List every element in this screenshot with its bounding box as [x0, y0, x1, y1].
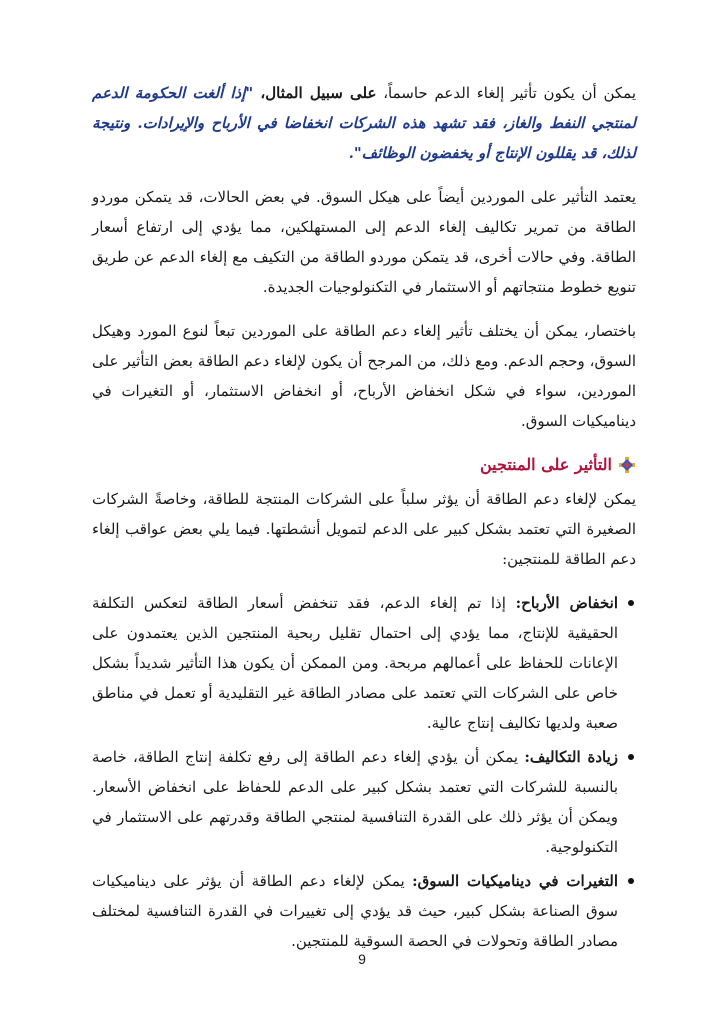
market-structure-paragraph: يعتمد التأثير على الموردين أيضاً على هيكل السوق. في بعض الحالات، قد يتمكن موردو الطاقة من تمرير تكاليف إلغاء الدعم إلى المستهلكين، مما يؤدي إلى ارتفاع أسعار الطاقة. وفي حالات أخرى، قد يتمكن موردو الطاقة من التكيف مع إلغاء الدعم عن طريق تنويع خطوط منتجاتهم أو الاستثمار في التكنولوجيات الجديدة. [92, 188, 636, 296]
example-lead: على سبيل المثال، [253, 84, 377, 102]
list-item-text: إذا تم إلغاء الدعم، فقد تنخفض أسعار الطاقة لتعكس التكلفة الحقيقية للإنتاج، مما يؤدي إلى احتمال تقليل ربحية المنتجين الذين يعتمدون على الإعانات للحفاظ على أعمالهم مربحة. ومن الممكن أن يكون هذا التأثير شديداً بشكل خاص على الشركات التي تعتمد على مصادر الطاقة غير التقليدية أو تعمل في مناطق صعبة ولديها تكاليف إنتاج عالية. [92, 594, 618, 732]
section-heading-text: التأثير على المنتجين [479, 455, 612, 474]
page-number: 9 [358, 951, 366, 967]
list-item [92, 588, 618, 738]
summary-paragraph: باختصار، يمكن أن يختلف تأثير إلغاء دعم الطاقة على الموردين تبعاً لنوع المورد وهيكل السوق، وحجم الدعم. ومع ذلك، من المرجح أن يكون لإلغاء دعم الطاقة بعض التأثير على الموردين، سواء في شكل انخفاض الأرباح، أو انخفاض الاستثمار، أو التغيرات في ديناميكيات السوق. [92, 322, 636, 430]
list-item-text: يمكن أن يؤدي إلغاء دعم الطاقة إلى رفع تكلفة إنتاج الطاقة، خاصة بالنسبة للشركات التي تعتمد بشكل كبير على الدعم للحفاظ على انخفاض الأسعار. ويمكن أن يؤثر ذلك على القدرة التنافسية لمنتجي الطاقة وقدرتهم على الاستثمار في التكنولوجية. [92, 748, 618, 856]
arrow-marker-icon [618, 456, 636, 474]
list-item-title: انخفاض الأرباح: [515, 594, 618, 612]
example-quote: "إذا ألغت الحكومة الدعم لمنتجي النفط والغاز، فقد تشهد هذه الشركات انخفاضا في الأرباح والإيرادات. ونتيجة لذلك، قد يقللون الإنتاج أو يخفضون الوظائف". [92, 84, 636, 162]
intro-paragraph [92, 78, 636, 168]
producers-paragraph: يمكن لإلغاء دعم الطاقة أن يؤثر سلباً على الشركات المنتجة للطاقة، وخاصةً الشركات الصغيرة التي تعتمد بشكل كبير على الدعم لتمويل أنشطتها. فيما يلي بعض عواقب إلغاء دعم الطاقة للمنتجين: [92, 490, 636, 568]
intro-text: يمكن أن يكون تأثير إلغاء الدعم حاسماً، [376, 84, 636, 102]
list-item [92, 742, 618, 862]
list-item [92, 866, 618, 956]
list-item-text: يمكن لإلغاء دعم الطاقة أن يؤثر على ديناميكيات سوق الصناعة بشكل كبير، حيث قد يؤدي إلى تغييرات في القدرة التنافسية لمختلف مصادر الطاقة وتحولات في الحصة السوقية للمنتجين. [92, 872, 618, 950]
consequences-list [92, 588, 636, 956]
list-item-title: زيادة التكاليف: [524, 748, 618, 766]
list-item-title: التغيرات في ديناميكيات السوق: [412, 872, 618, 890]
section-heading [92, 450, 636, 480]
